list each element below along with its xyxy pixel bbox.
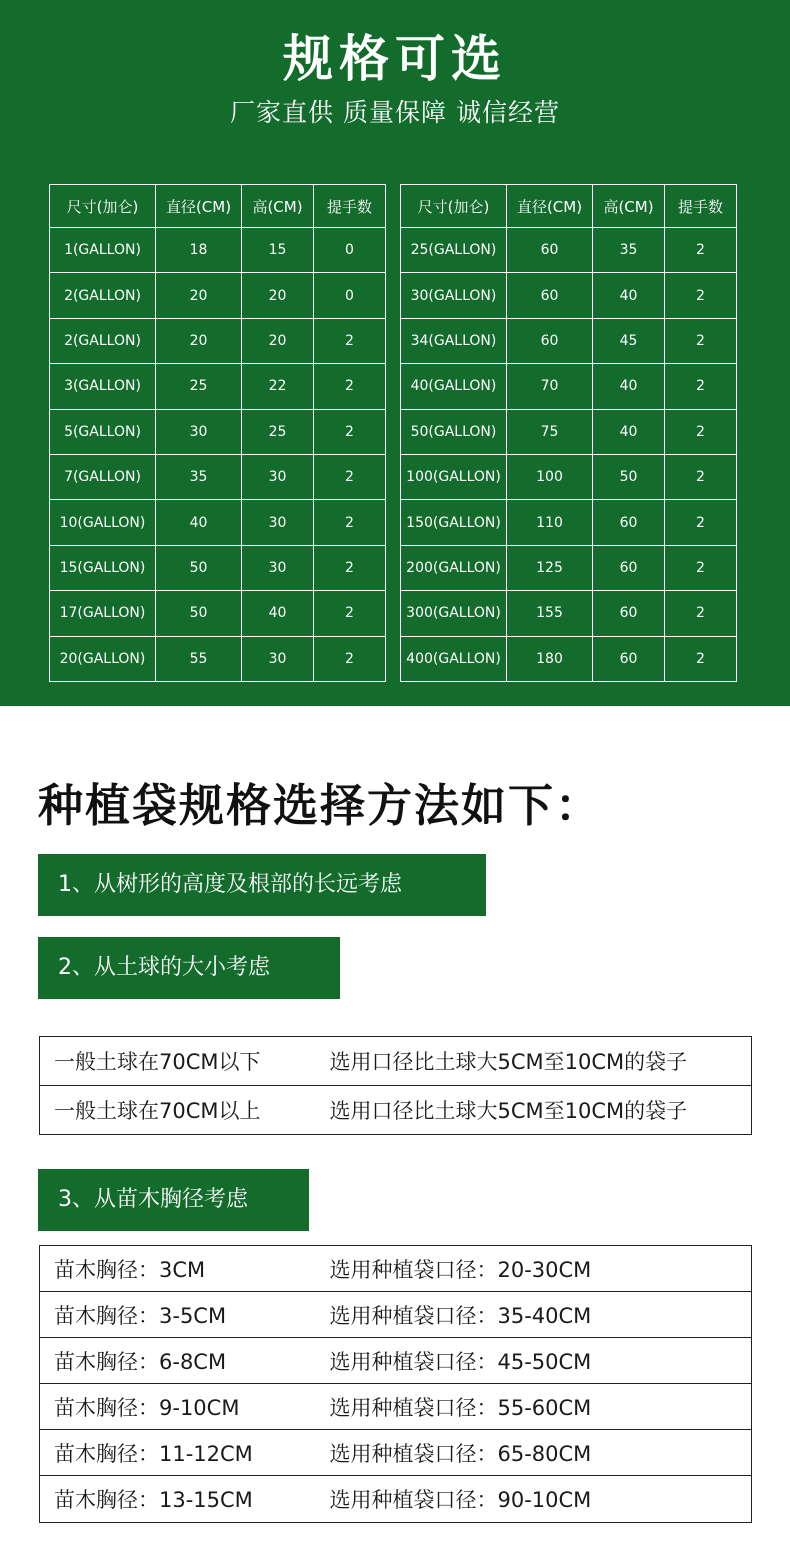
table-row bbox=[40, 1338, 752, 1384]
cell-height: 50 bbox=[593, 454, 665, 499]
table-row bbox=[50, 228, 386, 273]
cell-handles: 2 bbox=[314, 454, 386, 499]
cell-dbh: 苗木胸径：6-8CM bbox=[40, 1338, 330, 1384]
table-row bbox=[401, 454, 737, 499]
cell-diameter: 60 bbox=[507, 273, 593, 318]
cell-size: 34(GALLON) bbox=[401, 318, 507, 363]
cell-size: 400(GALLON) bbox=[401, 636, 507, 681]
cell-handles: 2 bbox=[665, 545, 737, 590]
table-row bbox=[401, 228, 737, 273]
method-tag-1: 1、从树形的高度及根部的长远考虑 bbox=[38, 854, 486, 916]
table-row bbox=[40, 1086, 752, 1135]
cell-height: 30 bbox=[242, 500, 314, 545]
cell-diameter: 40 bbox=[156, 500, 242, 545]
cell-size: 40(GALLON) bbox=[401, 364, 507, 409]
cell-bag-diameter: 选用种植袋口径：55-60CM bbox=[330, 1384, 752, 1430]
table-row bbox=[401, 364, 737, 409]
cell-dbh: 苗木胸径：3CM bbox=[40, 1246, 330, 1292]
cell-soil-condition: 一般土球在70CM以上 bbox=[40, 1086, 330, 1135]
cell-size: 15(GALLON) bbox=[50, 545, 156, 590]
cell-handles: 2 bbox=[314, 545, 386, 590]
cell-handles: 0 bbox=[314, 228, 386, 273]
table-row bbox=[50, 454, 386, 499]
cell-bag-diameter: 选用种植袋口径：90-10CM bbox=[330, 1476, 752, 1522]
cell-diameter: 50 bbox=[156, 545, 242, 590]
table-row bbox=[50, 364, 386, 409]
cell-bag-diameter: 选用种植袋口径：65-80CM bbox=[330, 1430, 752, 1476]
cell-diameter: 35 bbox=[156, 454, 242, 499]
cell-size: 200(GALLON) bbox=[401, 545, 507, 590]
cell-size: 50(GALLON) bbox=[401, 409, 507, 454]
page-subtitle: 厂家直供 质量保障 诚信经营 bbox=[230, 98, 560, 127]
cell-handles: 2 bbox=[314, 500, 386, 545]
table-row bbox=[401, 636, 737, 681]
soil-ball-table bbox=[39, 1036, 752, 1135]
cell-height: 60 bbox=[593, 636, 665, 681]
cell-size: 2(GALLON) bbox=[50, 318, 156, 363]
cell-height: 40 bbox=[242, 591, 314, 636]
cell-size: 100(GALLON) bbox=[401, 454, 507, 499]
cell-dbh: 苗木胸径：3-5CM bbox=[40, 1292, 330, 1338]
cell-dbh: 苗木胸径：11-12CM bbox=[40, 1430, 330, 1476]
table-row bbox=[401, 500, 737, 545]
cell-diameter: 180 bbox=[507, 636, 593, 681]
table-row bbox=[50, 636, 386, 681]
cell-bag-choice: 选用口径比土球大5CM至10CM的袋子 bbox=[330, 1086, 752, 1135]
cell-size: 17(GALLON) bbox=[50, 591, 156, 636]
table-row bbox=[401, 318, 737, 363]
cell-height: 30 bbox=[242, 454, 314, 499]
method-tag-3: 3、从苗木胸径考虑 bbox=[38, 1169, 309, 1231]
cell-bag-diameter: 选用种植袋口径：20-30CM bbox=[330, 1246, 752, 1292]
cell-diameter: 30 bbox=[156, 409, 242, 454]
header-diameter: 直径(CM) bbox=[156, 185, 242, 228]
soil-ball-table-body bbox=[40, 1037, 752, 1135]
header-size: 尺寸(加仑) bbox=[401, 185, 507, 228]
table-row bbox=[401, 545, 737, 590]
cell-size: 10(GALLON) bbox=[50, 500, 156, 545]
cell-handles: 2 bbox=[314, 364, 386, 409]
cell-height: 20 bbox=[242, 273, 314, 318]
cell-size: 300(GALLON) bbox=[401, 591, 507, 636]
cell-size: 3(GALLON) bbox=[50, 364, 156, 409]
cell-diameter: 20 bbox=[156, 318, 242, 363]
cell-size: 7(GALLON) bbox=[50, 454, 156, 499]
table-row bbox=[401, 409, 737, 454]
cell-height: 40 bbox=[593, 273, 665, 318]
table-row bbox=[50, 409, 386, 454]
cell-height: 45 bbox=[593, 318, 665, 363]
cell-height: 40 bbox=[593, 364, 665, 409]
page-title: 规格可选 bbox=[283, 30, 507, 88]
method-tag-2: 2、从土球的大小考虑 bbox=[38, 937, 340, 999]
cell-handles: 2 bbox=[665, 409, 737, 454]
cell-diameter: 110 bbox=[507, 500, 593, 545]
header-handles: 提手数 bbox=[314, 185, 386, 228]
cell-handles: 2 bbox=[314, 409, 386, 454]
cell-handles: 0 bbox=[314, 273, 386, 318]
cell-diameter: 70 bbox=[507, 364, 593, 409]
spec-header-row bbox=[401, 185, 737, 228]
table-row bbox=[50, 273, 386, 318]
cell-height: 25 bbox=[242, 409, 314, 454]
cell-height: 40 bbox=[593, 409, 665, 454]
cell-diameter: 125 bbox=[507, 545, 593, 590]
cell-handles: 2 bbox=[665, 500, 737, 545]
cell-dbh: 苗木胸径：9-10CM bbox=[40, 1384, 330, 1430]
table-row bbox=[50, 545, 386, 590]
cell-handles: 2 bbox=[665, 591, 737, 636]
header-handles: 提手数 bbox=[665, 185, 737, 228]
cell-handles: 2 bbox=[665, 318, 737, 363]
cell-diameter: 20 bbox=[156, 273, 242, 318]
cell-height: 20 bbox=[242, 318, 314, 363]
spec-table-left-body bbox=[50, 228, 386, 682]
cell-diameter: 18 bbox=[156, 228, 242, 273]
dbh-table bbox=[39, 1245, 752, 1523]
cell-height: 15 bbox=[242, 228, 314, 273]
table-row bbox=[40, 1476, 752, 1522]
cell-size: 150(GALLON) bbox=[401, 500, 507, 545]
cell-diameter: 50 bbox=[156, 591, 242, 636]
table-row bbox=[40, 1292, 752, 1338]
cell-height: 60 bbox=[593, 500, 665, 545]
cell-height: 22 bbox=[242, 364, 314, 409]
header-height: 高(CM) bbox=[242, 185, 314, 228]
cell-size: 20(GALLON) bbox=[50, 636, 156, 681]
cell-diameter: 55 bbox=[156, 636, 242, 681]
cell-dbh: 苗木胸径：13-15CM bbox=[40, 1476, 330, 1522]
cell-diameter: 100 bbox=[507, 454, 593, 499]
cell-height: 35 bbox=[593, 228, 665, 273]
spec-table-right bbox=[400, 184, 737, 682]
cell-handles: 2 bbox=[665, 228, 737, 273]
cell-bag-choice: 选用口径比土球大5CM至10CM的袋子 bbox=[330, 1037, 752, 1086]
table-row bbox=[40, 1246, 752, 1292]
spec-table-right-body bbox=[401, 228, 737, 682]
cell-diameter: 155 bbox=[507, 591, 593, 636]
cell-bag-diameter: 选用种植袋口径：35-40CM bbox=[330, 1292, 752, 1338]
cell-handles: 2 bbox=[314, 591, 386, 636]
cell-diameter: 75 bbox=[507, 409, 593, 454]
cell-handles: 2 bbox=[314, 318, 386, 363]
cell-size: 25(GALLON) bbox=[401, 228, 507, 273]
spec-banner bbox=[0, 0, 790, 706]
cell-diameter: 60 bbox=[507, 228, 593, 273]
cell-size: 1(GALLON) bbox=[50, 228, 156, 273]
table-row bbox=[50, 500, 386, 545]
header-size: 尺寸(加仑) bbox=[50, 185, 156, 228]
cell-handles: 2 bbox=[665, 364, 737, 409]
cell-diameter: 60 bbox=[507, 318, 593, 363]
cell-height: 60 bbox=[593, 591, 665, 636]
spec-header-row bbox=[50, 185, 386, 228]
table-row bbox=[401, 591, 737, 636]
table-row bbox=[50, 591, 386, 636]
table-row bbox=[40, 1384, 752, 1430]
header-diameter: 直径(CM) bbox=[507, 185, 593, 228]
cell-height: 60 bbox=[593, 545, 665, 590]
cell-handles: 2 bbox=[665, 636, 737, 681]
dbh-table-body bbox=[40, 1246, 752, 1523]
header-height: 高(CM) bbox=[593, 185, 665, 228]
cell-handles: 2 bbox=[665, 454, 737, 499]
cell-handles: 2 bbox=[314, 636, 386, 681]
table-row bbox=[401, 273, 737, 318]
cell-bag-diameter: 选用种植袋口径：45-50CM bbox=[330, 1338, 752, 1384]
spec-table-left bbox=[49, 184, 386, 682]
cell-diameter: 25 bbox=[156, 364, 242, 409]
method-title: 种植袋规格选择方法如下： bbox=[38, 779, 603, 832]
table-row bbox=[40, 1430, 752, 1476]
cell-soil-condition: 一般土球在70CM以下 bbox=[40, 1037, 330, 1086]
cell-size: 30(GALLON) bbox=[401, 273, 507, 318]
table-row bbox=[50, 318, 386, 363]
table-row bbox=[40, 1037, 752, 1086]
cell-handles: 2 bbox=[665, 273, 737, 318]
cell-size: 2(GALLON) bbox=[50, 273, 156, 318]
cell-size: 5(GALLON) bbox=[50, 409, 156, 454]
cell-height: 30 bbox=[242, 545, 314, 590]
cell-height: 30 bbox=[242, 636, 314, 681]
